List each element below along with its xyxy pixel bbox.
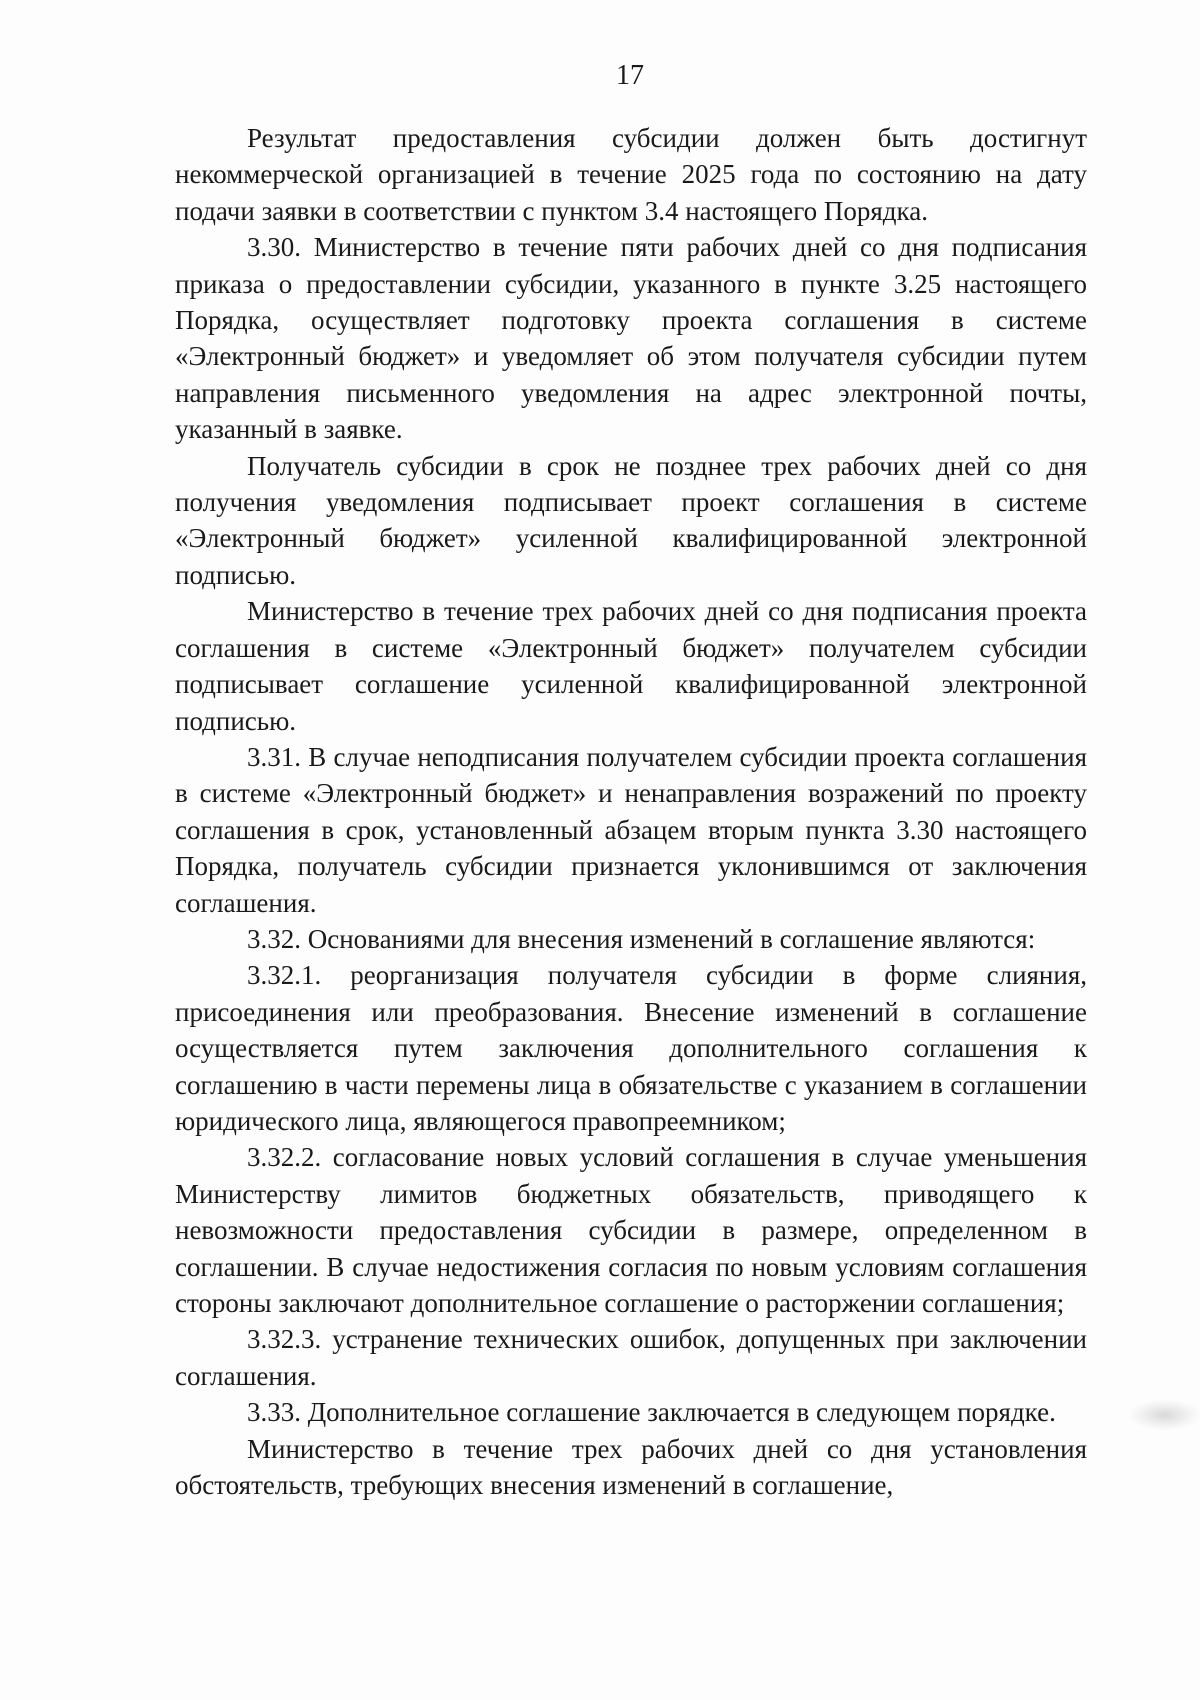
paragraph-result-achievement: Результат предоставления субсидии должен быть достигнут некоммерческой организацией в течение 2025 года по состоянию на дату подачи заявки в соответствии с пунктом 3.4 настоящего Порядка. xyxy=(175,123,1087,226)
paragraph-ministry-signing: Министерство в течение трех рабочих дней со дня подписания проекта соглашения в системе «Электронный бюджет» получателем субсидии подписывает соглашение усиленной квалифицированной электронной подписью. xyxy=(175,596,1087,736)
paragraph-3-30: 3.30. Министерство в течение пяти рабочих дней со дня подписания приказа о предоставлении субсидии, указанного в пункте 3.25 настоящего Порядка, осуществляет подготовку проекта соглашения в системе «Электронный бюджет» и уведомляет об этом получателя субсидии путем направления письменного уведомления на адрес электронной почты, указанный в заявке. xyxy=(175,232,1087,445)
paragraph-3-32: 3.32. Основаниями для внесения изменений в соглашение являются: xyxy=(247,923,1036,954)
paragraph-3-32-2: 3.32.2. согласование новых условий соглашения в случае уменьшения Министерству лимитов бюджетных обязательств, приводящего к невозможности предоставления субсидии в размере, определенном в соглашении. В случае недостижения согласия по новым условиям соглашения стороны заключают дополнительное соглашение о расторжении соглашения; xyxy=(175,1142,1087,1318)
paragraph-3-31: 3.31. В случае неподписания получателем субсидии проекта соглашения в системе «Электронный бюджет» и ненаправления возражений по проекту соглашения в срок, установленный абзацем вторым пункта 3.30 настоящего Порядка, получатель субсидии признается уклонившимся от заключения соглашения. xyxy=(175,741,1087,918)
paragraph-3-32-3: 3.32.3. устранение технических ошибок, допущенных при заключении соглашения. xyxy=(175,1324,1087,1391)
paragraph-3-32-1: 3.32.1. реорганизация получателя субсидии в форме слияния, присоединения или преобразования. Внесение изменений в соглашение осуществляется путем заключения дополнительного соглашения к соглашению в части перемены лица в обязательстве с указанием в соглашении юридического лица, являющегося правопреемником; xyxy=(175,960,1087,1136)
paragraph-ministry-circumstances: Министерство в течение трех рабочих дней со дня установления обстоятельств, требующих внесения изменений в соглашение, xyxy=(175,1433,1087,1501)
scan-artifact xyxy=(1130,1400,1200,1430)
paragraph-recipient-signing: Получатель субсидии в срок не позднее трех рабочих дней со дня получения уведомления подписывает проект соглашения в системе «Электронный бюджет» усиленной квалифицированной электронной подписью. xyxy=(175,450,1087,590)
paragraph-3-33: 3.33. Дополнительное соглашение заключается в следующем порядке. xyxy=(247,1397,1056,1428)
page-number: 17 xyxy=(616,60,644,91)
document-body xyxy=(175,120,1087,1503)
